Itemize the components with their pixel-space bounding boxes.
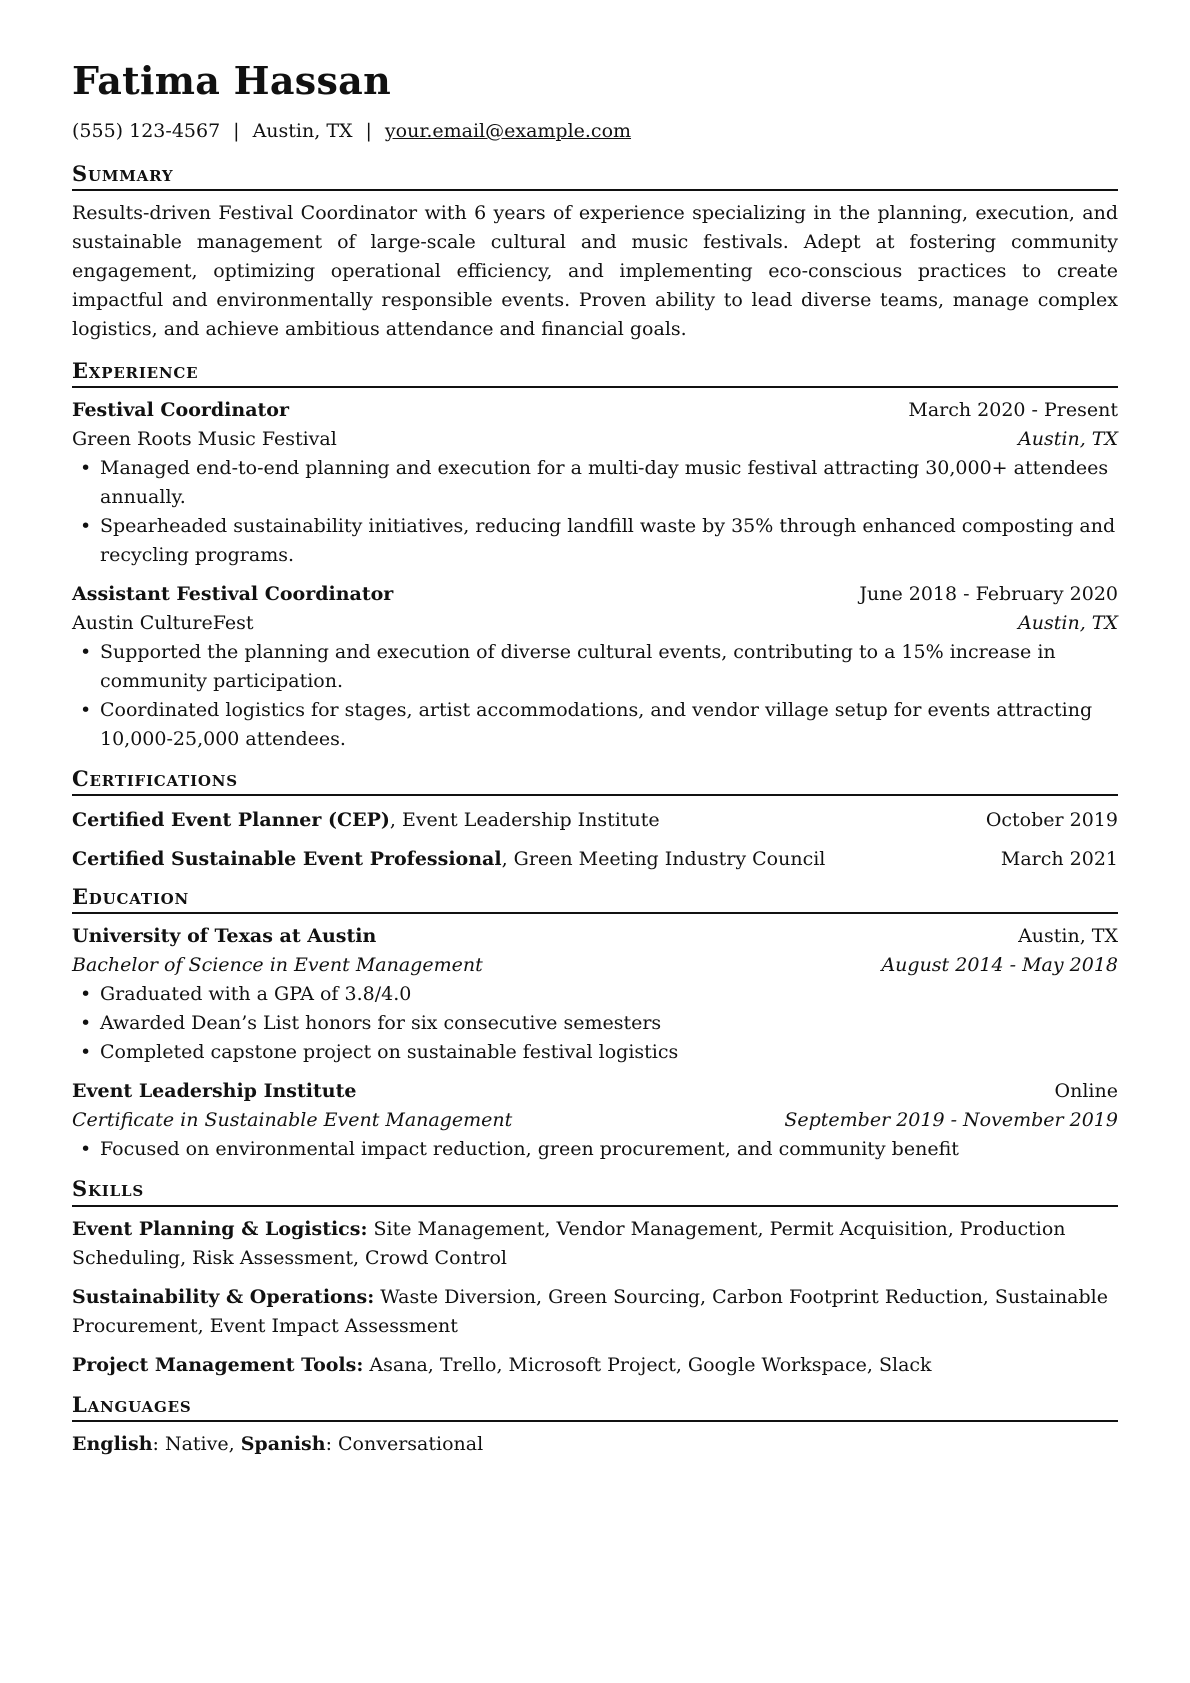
job-bullets [72, 638, 1118, 754]
location: Austin, TX [252, 119, 353, 142]
language-level: : Native, [152, 1432, 241, 1455]
school-location: Austin, TX [1018, 925, 1118, 948]
candidate-name: Fatima Hassan [72, 58, 392, 103]
school-name: University of Texas at Austin [72, 925, 377, 948]
skill-group-items: Waste Diversion, Green Sourcing, Carbon Footprint Reduction, Sustainable Procurement, Event Impact Assessment [72, 1285, 1108, 1337]
certification-date: October 2019 [985, 809, 1118, 832]
job-location: Austin, TX [1018, 427, 1118, 450]
contact-line [72, 120, 1118, 143]
education-entry [72, 1077, 1118, 1164]
skill-group-items: Site Management, Vendor Management, Permit Acquisition, Production Scheduling, Risk Assessment, Crowd Control [72, 1217, 1066, 1269]
contact-separator: | [233, 119, 240, 142]
skill-group-label: Event Planning & Logistics: [72, 1217, 368, 1240]
company-name: Green Roots Music Festival [72, 427, 337, 450]
email-link[interactable]: your.email@example.com [384, 119, 632, 142]
bullet-item: • Spearheaded sustainability initiatives, reducing landfill waste by 35% through enhanced composting and recycling programs. [72, 512, 1118, 570]
bullet-item: • Supported the planning and execution of diverse cultural events, contributing to a 15% increase in community participation. [72, 638, 1118, 696]
school-name: Event Leadership Institute [72, 1080, 357, 1103]
certification-issuer: , Green Meeting Industry Council [501, 848, 826, 871]
degree-name: Certificate in Sustainable Event Management [72, 1109, 513, 1132]
section-title-languages: Languages [72, 1392, 1118, 1422]
contact-separator: | [365, 119, 372, 142]
certification-date: March 2021 [1000, 848, 1118, 871]
certification-name: Certified Sustainable Event Professional [72, 848, 502, 871]
bullet-item: • Focused on environmental impact reduction, green procurement, and community benefit [72, 1135, 1118, 1164]
education-bullets [72, 1135, 1118, 1164]
experience-entry [72, 580, 1118, 754]
bullet-item: • Graduated with a GPA of 3.8/4.0 [72, 980, 1118, 1009]
skill-group-label: Project Management Tools: [72, 1353, 364, 1376]
education-dates: August 2014 - May 2018 [881, 954, 1118, 977]
skill-group [72, 1351, 1118, 1380]
section-title-experience: Experience [72, 358, 1118, 388]
certification-name: Certified Event Planner (CEP) [72, 809, 390, 832]
bullet-item: • Awarded Dean’s List honors for six consecutive semesters [72, 1009, 1118, 1038]
education-dates: September 2019 - November 2019 [784, 1109, 1118, 1132]
job-location: Austin, TX [1018, 611, 1118, 634]
languages-line [72, 1430, 1118, 1459]
certification-row [72, 806, 1118, 835]
job-bullets [72, 454, 1118, 570]
section-title-certifications: Certifications [72, 766, 1118, 796]
bullet-item: • Completed capstone project on sustainable festival logistics [72, 1038, 1118, 1067]
degree-name: Bachelor of Science in Event Management [72, 954, 483, 977]
job-dates: June 2018 - February 2020 [859, 582, 1118, 605]
education-entry [72, 922, 1118, 1067]
job-dates: March 2020 - Present [908, 398, 1118, 421]
job-title: Assistant Festival Coordinator [72, 582, 394, 605]
bullet-item: • Coordinated logistics for stages, artist accommodations, and vendor village setup for events attracting 10,000-25,000 attendees. [72, 696, 1118, 754]
skill-group [72, 1215, 1118, 1273]
school-location: Online [1054, 1080, 1118, 1103]
job-title: Festival Coordinator [72, 398, 289, 421]
skill-group-label: Sustainability & Operations: [72, 1285, 375, 1308]
language-name: Spanish [240, 1432, 326, 1455]
language-name: English [72, 1432, 153, 1455]
language-level: : Conversational [325, 1432, 484, 1455]
bullet-item: • Managed end-to-end planning and execution for a multi-day music festival attracting 30,000+ attendees annually. [72, 454, 1118, 512]
certification-issuer: , Event Leadership Institute [389, 809, 660, 832]
skill-group-items: Asana, Trello, Microsoft Project, Google Workspace, Slack [363, 1353, 932, 1376]
certification-row [72, 845, 1118, 874]
summary-text: Results-driven Festival Coordinator with 6 years of experience specializing in the planning, execution, and sustainable management of large-scale cultural and music festivals. Adept at fostering community engagement, optimizing operational efficiency, and implementing eco-conscious practices to create impactful and environmentally responsible events. Proven ability to lead diverse teams, manage complex logistics, and achieve ambitious attendance and financial goals. [72, 201, 1118, 340]
experience-entry [72, 396, 1118, 570]
phone-number: (555) 123-4567 [72, 119, 221, 142]
skill-group [72, 1283, 1118, 1341]
company-name: Austin CultureFest [72, 611, 254, 634]
section-title-skills: Skills [72, 1176, 1118, 1206]
section-title-summary: Summary [72, 161, 1118, 191]
education-bullets [72, 980, 1118, 1067]
section-title-education: Education [72, 884, 1118, 914]
